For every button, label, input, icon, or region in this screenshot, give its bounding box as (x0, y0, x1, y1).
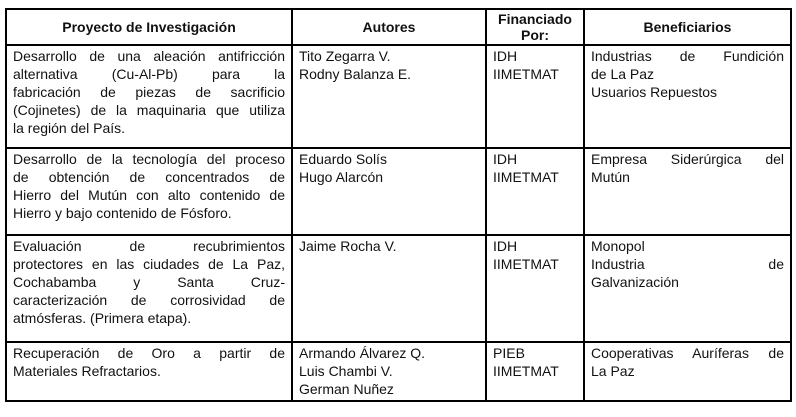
beneficiary-line: Monopol (591, 238, 645, 254)
beneficiaries-cell (584, 342, 791, 401)
author-name: Jaime Rocha V. (299, 238, 397, 254)
header-beneficiaries: Beneficiarios (584, 9, 791, 45)
header-row (6, 9, 791, 45)
header-authors: Autores (292, 9, 486, 45)
project-cell (6, 342, 292, 401)
funded-cell (486, 45, 584, 148)
funder-name: IIMETMAT (493, 66, 559, 82)
project-line: Cochabamba y Santa Cruz- (13, 274, 285, 290)
funder-name: IDH (493, 151, 518, 167)
header-funded-by (486, 9, 584, 45)
project-line: atmósferas. (Primera etapa). (13, 310, 192, 326)
funder-name: IDH (493, 238, 518, 254)
project-cell (6, 45, 292, 148)
project-line: Hierro del Mutún con alto contenido de (13, 187, 285, 203)
project-line: (Cojinetes) de la maquinaria que utiliza (13, 102, 285, 118)
project-line: caracterización de corrosividad de (13, 292, 285, 308)
funder-name: PIEB (493, 345, 525, 361)
beneficiary-line: Industria de (591, 256, 784, 272)
project-line: de obtención de concentrados de (13, 169, 285, 185)
author-name: Hugo Alarcón (299, 169, 384, 185)
research-projects-table (5, 8, 792, 402)
table-row (6, 342, 791, 401)
table-row (6, 148, 791, 235)
funded-cell (486, 148, 584, 235)
table-row (6, 45, 791, 148)
authors-cell (292, 235, 486, 342)
authors-cell (292, 148, 486, 235)
beneficiary-line: Galvanización (591, 274, 679, 290)
beneficiary-line: Mutún (591, 169, 630, 185)
project-line: Evaluación de recubrimientos (13, 238, 285, 254)
author-name: Rodny Balanza E. (299, 66, 412, 82)
project-line: Materiales Refractarios. (13, 363, 161, 379)
header-funded-line1: Financiado (498, 11, 572, 27)
header-project: Proyecto de Investigación (6, 9, 292, 45)
table-row (6, 235, 791, 342)
beneficiary-line: de La Paz (591, 66, 655, 82)
funder-name: IIMETMAT (493, 169, 559, 185)
project-line: Desarrollo de la tecnología del proceso (13, 151, 285, 167)
project-line: alternativa (Cu-Al-Pb) para la (13, 66, 285, 82)
funder-name: IDH (493, 48, 518, 64)
beneficiary-line: Cooperativas Auríferas de (591, 345, 784, 361)
authors-cell (292, 45, 486, 148)
beneficiaries-cell (584, 45, 791, 148)
beneficiaries-cell (584, 148, 791, 235)
project-line: fabricación de piezas de sacrificio (13, 84, 285, 100)
beneficiary-line: Industrias de Fundición (591, 48, 784, 64)
beneficiary-line: Usuarios Repuestos (591, 84, 718, 100)
funded-cell (486, 342, 584, 401)
beneficiary-line: Empresa Siderúrgica del (591, 151, 784, 167)
funder-name: IIMETMAT (493, 363, 559, 379)
author-name: German Nuñez (299, 381, 394, 397)
project-line: Desarrollo de una aleación antifricción (13, 48, 285, 64)
authors-cell (292, 342, 486, 401)
beneficiaries-cell (584, 235, 791, 342)
project-cell (6, 148, 292, 235)
project-line: Recuperación de Oro a partir de (13, 345, 285, 361)
funder-name: IIMETMAT (493, 256, 559, 272)
header-funded-line2: Por: (521, 27, 549, 43)
author-name: Luis Chambi V. (299, 363, 393, 379)
project-line: protectores en las ciudades de La Paz, (13, 256, 285, 272)
author-name: Armando Álvarez Q. (299, 345, 426, 361)
project-line: la región del País. (13, 120, 126, 136)
author-name: Eduardo Solís (299, 151, 387, 167)
project-cell (6, 235, 292, 342)
project-line: Hierro y bajo contenido de Fósforo. (13, 205, 232, 221)
funded-cell (486, 235, 584, 342)
author-name: Tito Zegarra V. (299, 48, 391, 64)
beneficiary-line: La Paz (591, 363, 635, 379)
